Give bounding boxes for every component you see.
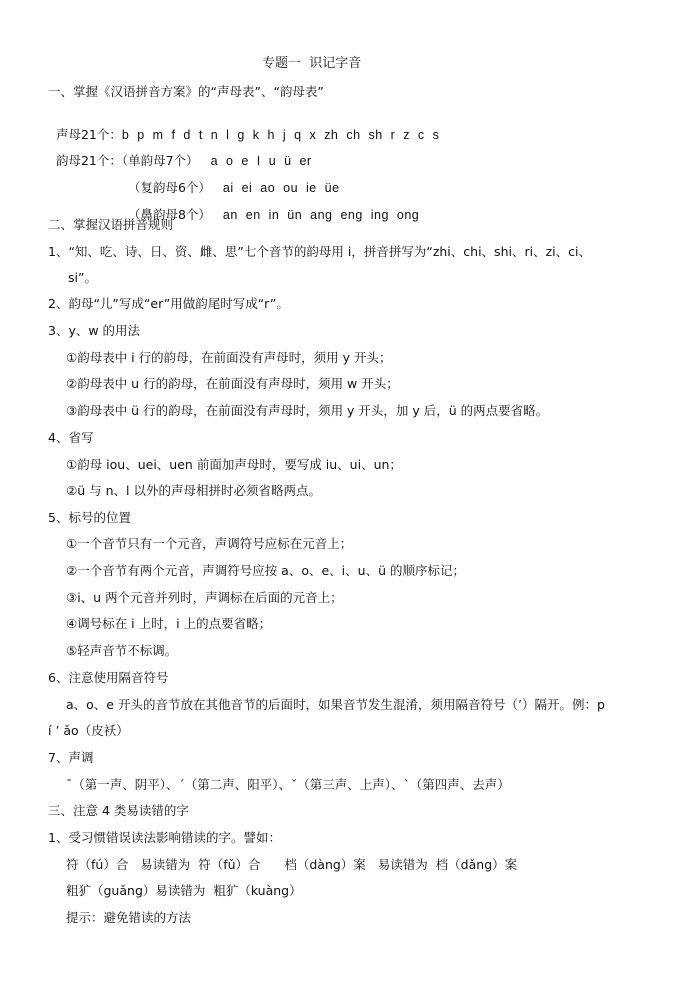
nasal-finals-label: （鼻韵母8个） [127,207,211,222]
rule-3-item-1: ①韵母表中 i 行的韵母，在前面没有声母时，须用 y 开头； [66,350,392,365]
section-1-heading: 一、掌握《汉语拼音方案》的“声母表”、“韵母表” [48,84,324,99]
rule-6: 6、注意使用隔音符号 [48,670,169,685]
rule-5: 5、标号的位置 [48,510,131,525]
rule-5-item-4: ④调号标在 i 上时，i 上的点要省略； [66,616,272,631]
rule-5-item-1: ①一个音节只有一个元音，声调符号应标在元音上； [66,536,353,551]
rule-1-line-1: 1、“知、吃、诗、日、资、雌、思”七个音节的韵母用 i，拼音拼写为“zhi、chi、shi、ri、zi、ci、 [48,244,591,259]
nasal-finals-list: an en in ün ang eng ing ong [222,208,420,222]
rule-6-text-line-2: í ’ ǎo（皮袄） [48,723,129,738]
compound-finals-label: （复韵母6个） [127,180,211,195]
rule-4: 4、省写 [48,430,94,445]
rule-5-item-3: ③i、u 两个元音并列时，声调标在后面的元音上； [66,590,343,605]
initials-label: 声母21个： [55,127,122,142]
simple-finals-list: a o e I u ü er [210,154,312,168]
rule-6-text-line-1: a、o、e 开头的音节放在其他音节的后面时，如果音节发生混淆，须用隔音符号（’）隔开。例：p [66,697,605,712]
rule-4-item-1: ①韵母 iou、uei、uen 前面加声母时，要写成 iu、ui、un； [66,457,402,472]
section-2-heading: 二、掌握汉语拼音规则 [48,217,174,232]
rule-5-item-5: ⑤轻声音节不标调。 [66,643,178,658]
example-line-2: 粗犷（guǎng）易读错为 粗犷（kuàng） [66,883,302,898]
simple-finals-label: （单韵母7个） [121,153,199,168]
rule-1-line-2: si”。 [68,270,97,285]
compound-finals-list: ai ei ao ou ie üe [222,181,340,195]
example-line-1: 符（fú）合 易读错为 符（fǔ）合 档（dàng）案 易读错为 档（dǎng）案 [66,857,518,872]
rule-3-item-2: ②韵母表中 u 行的韵母，在前面没有声母时，须用 w 开头； [66,376,399,391]
section-3-item-1: 1、受习惯错误读法影响错读的字。譬如： [48,830,281,845]
page-title: 专题一 识记字音 [262,56,362,71]
initials-list: b p m f d t n l g k h j q x zh ch sh r z c s [121,128,440,142]
rule-2: 2、韵母“儿”写成“er”用做韵尾时写成“r”。 [48,296,289,311]
rule-7-tones: ˉ（第一声、阴平）、ˊ（第二声、阳平）、ˇ（第三声、上声）、ˋ（第四声、去声） [66,777,510,792]
tip-line: 提示：避免错读的方法 [66,910,192,925]
rule-3: 3、y、w 的用法 [48,323,141,338]
rule-3-item-3: ③韵母表中 ü 行的韵母，在前面没有声母时，须用 y 开头，加 y 后，ü 的两点要省略。 [66,403,549,418]
finals-label: 韵母21个： [55,153,122,168]
rule-4-item-2: ②ü 与 n、l 以外的声母相拼时必须省略两点。 [66,483,321,498]
rule-5-item-2: ②一个音节有两个元音，声调符号应按 a、o、e、i、u、ü 的顺序标记； [66,563,465,578]
rule-7: 7、声调 [48,750,94,765]
section-3-heading: 三、注意 4 类易读错的字 [48,803,189,818]
